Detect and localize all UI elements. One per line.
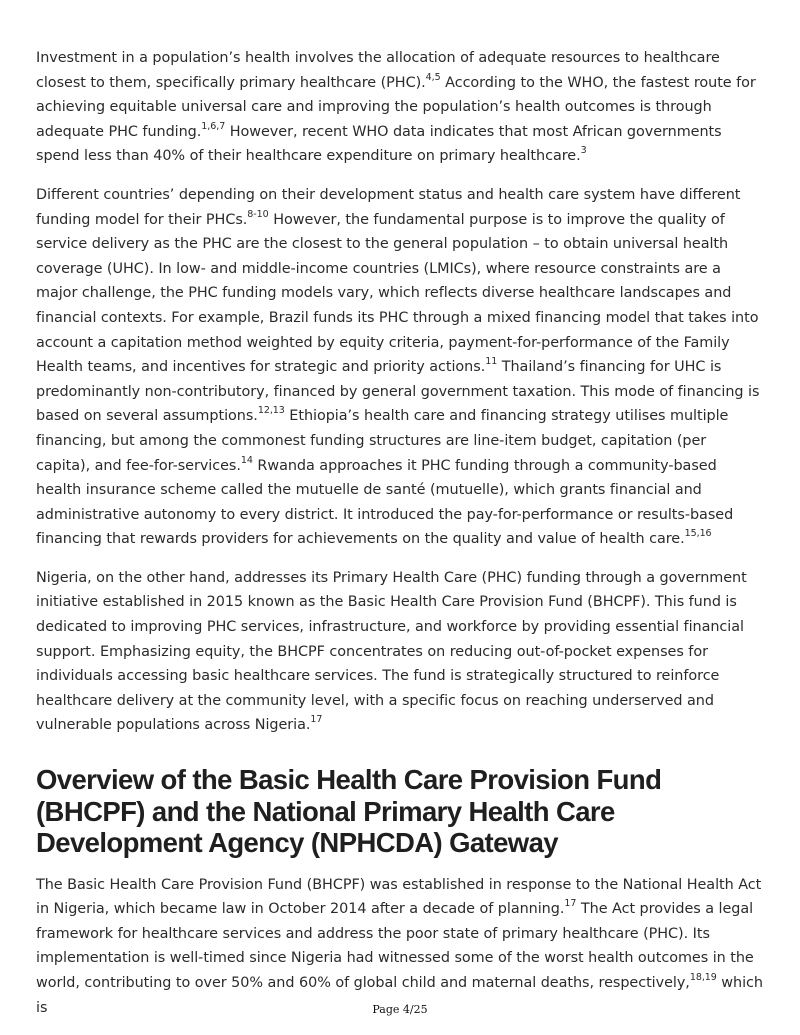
paragraph-text: The Act provides a legal framework for healthcare services and address the poor state of primary healthcare (PHC). Its implementation is well-timed since Nigeria had witnessed some of the worst health outcomes in the world, contributing to over 50% and 60% of global child and maternal deaths, respectively, <box>36 901 754 991</box>
paragraph-text: Thailand’s financing for UHC is predominantly non-contributory, financed by general government taxation. This mode of financing is based on several assumptions. <box>36 359 760 425</box>
citation[interactable]: 14 <box>240 454 253 466</box>
citation[interactable]: 1,6,7 <box>201 120 226 132</box>
citation[interactable]: 12,13 <box>257 405 285 417</box>
body-paragraph-1 <box>36 46 764 169</box>
paragraph-text: Rwanda approaches it PHC funding through a community-based health insurance scheme called the mutuelle de santé (mutuelle), which grants financial and administrative autonomy to every district. It introduced the pay-for-performance or results-based financing that rewards providers for achievements on the quality and value of health care. <box>36 457 734 548</box>
body-paragraph-4 <box>36 873 764 1021</box>
citation[interactable]: 17 <box>310 714 323 726</box>
paragraph-text: Different countries’ depending on their development status and health care system have different funding model for their PHCs. <box>36 186 741 228</box>
paragraph-text: Nigeria, on the other hand, addresses its Primary Health Care (PHC) funding through a government initiative established in 2015 known as the Basic Health Care Provision Fund (BHCPF). This fund is dedicated to improving PHC services, infrastructure, and workforce by providing essential financial support. Emphasizing equity, the BHCPF concentrates on reducing out-of-pocket expenses for individuals accessing basic healthcare services. The fund is strategically structured to reinforce healthcare delivery at the community level, with a specific focus on reaching underserved and vulnerable populations across Nigeria. <box>36 569 747 734</box>
paragraph-text: According to the WHO, the fastest route for achieving equitable universal care and improving the population’s health outcomes is through adequate PHC funding. <box>36 74 756 140</box>
citation[interactable]: 11 <box>485 356 498 368</box>
paragraph-text: which is <box>36 974 763 1016</box>
citation[interactable]: 17 <box>564 898 577 910</box>
paragraph-text: Ethiopia’s health care and financing strategy utilises multiple financing, but among the commonest funding structures are line-item budget, capitation (per capita), and fee-for-services. <box>36 408 729 474</box>
section-heading: Overview of the Basic Health Care Provision Fund (BHCPF) and the National Primary Health Care Development Agency (NPHCDA) Gateway <box>36 764 662 859</box>
page-number: Page 4/25 <box>372 1003 428 1016</box>
paragraph-text: The Basic Health Care Provision Fund (BHCPF) was established in response to the National Health Act in Nigeria, which became law in October 2014 after a decade of planning. <box>36 876 762 918</box>
citation[interactable]: 4,5 <box>425 71 441 83</box>
body-paragraph-3 <box>36 566 764 738</box>
body-paragraph-2 <box>36 183 764 552</box>
paragraph-text: However, recent WHO data indicates that most African governments spend less than 40% of their healthcare expenditure on primary healthcare. <box>36 123 722 165</box>
citation[interactable]: 15,16 <box>684 528 712 540</box>
citation[interactable]: 3 <box>580 145 587 157</box>
paragraph-text: However, the fundamental purpose is to improve the quality of service delivery as the PHC are the closest to the general population – to obtain universal health coverage (UHC). In low- and middle-income countries (LMICs), where resource constraints are a major challenge, the PHC funding models vary, which reflects diverse healthcare landscapes and financial contexts. For example, Brazil funds its PHC through a mixed financing model that takes into account a capitation method weighted by equity criteria, payment-for-performance of the Family Health teams, and incentives for strategic and priority actions. <box>36 211 759 376</box>
citation[interactable]: 18,19 <box>689 971 717 983</box>
citation[interactable]: 8-10 <box>247 208 269 220</box>
paragraph-text: Investment in a population’s health involves the allocation of adequate resources to healthcare closest to them, specifically primary healthcare (PHC). <box>36 50 720 91</box>
